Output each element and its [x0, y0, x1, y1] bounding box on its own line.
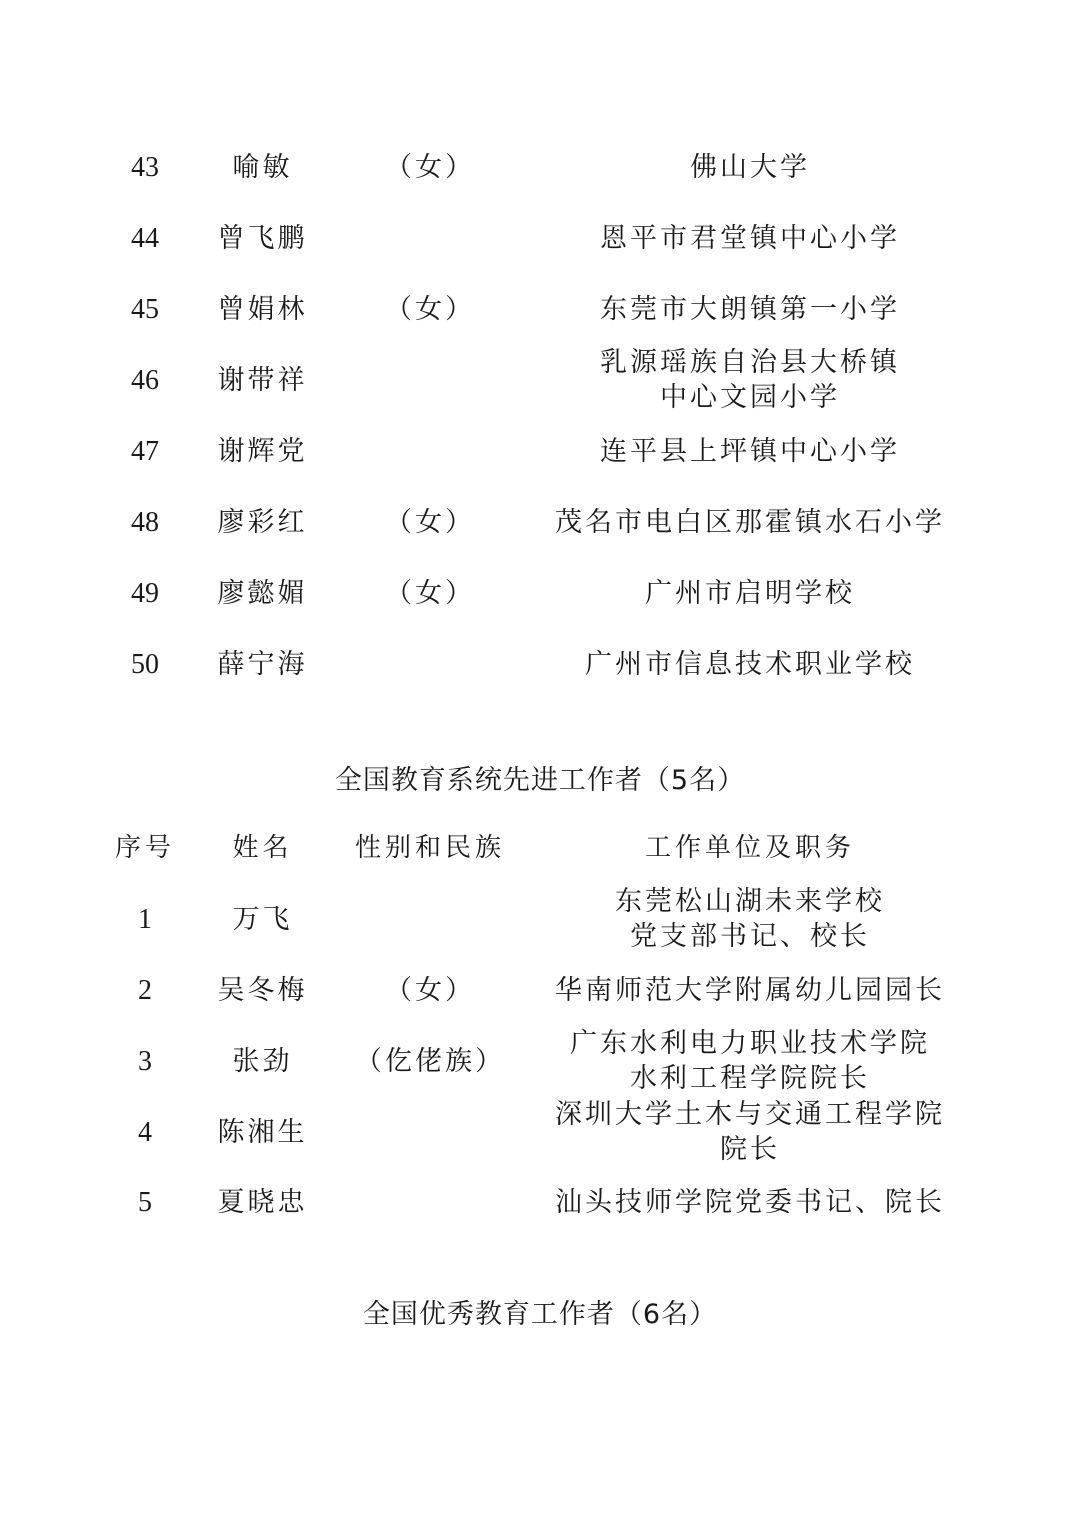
row-unit-line: 水利工程学院院长	[630, 1063, 870, 1094]
row-name: 曾娟林	[217, 293, 308, 325]
row-name: 廖懿媚	[217, 577, 308, 609]
row-number: 48	[131, 506, 159, 538]
row-gender	[350, 350, 510, 410]
row-number: 4	[138, 1116, 152, 1148]
row-number: 45	[131, 293, 159, 325]
row-unit	[540, 634, 960, 694]
row-unit-line: 乳源瑶族自治县大桥镇	[600, 347, 900, 378]
row-name: 谢带祥	[217, 364, 308, 396]
row-number: 3	[138, 1045, 152, 1077]
row-gender: （女）	[385, 974, 475, 1006]
row-name: 吴冬梅	[217, 974, 308, 1006]
row-unit	[540, 960, 960, 1020]
row-name: 张劲	[232, 1045, 293, 1077]
row-number: 44	[131, 222, 159, 254]
header-unit-label: 工作单位及职务	[644, 832, 855, 863]
table-row	[0, 1172, 1080, 1232]
row-unit	[540, 208, 960, 268]
row-name: 曾飞鹏	[217, 222, 308, 254]
row-unit-line: 佛山大学	[690, 151, 810, 183]
row-number: 1	[138, 903, 152, 935]
row-gender	[350, 634, 510, 694]
row-gender: （女）	[385, 293, 475, 325]
row-unit-line: 恩平市君堂镇中心小学	[600, 222, 900, 254]
row-unit	[540, 886, 960, 952]
row-name: 夏晓忠	[217, 1186, 308, 1218]
row-gender: （仡佬族）	[355, 1045, 505, 1077]
row-gender: （女）	[385, 506, 475, 538]
list-item	[0, 347, 1080, 413]
row-gender	[350, 889, 510, 949]
list-item	[0, 421, 1080, 481]
row-unit	[540, 421, 960, 481]
section-title: 全国教育系统先进工作者（5名）	[334, 765, 746, 796]
row-unit	[540, 563, 960, 623]
row-number: 46	[131, 364, 159, 396]
header-gender: 性别和民族	[354, 832, 505, 863]
list-item	[0, 279, 1080, 339]
row-unit-line: 华南师范大学附属幼儿园园长	[555, 974, 945, 1006]
row-unit-line: 党支部书记、校长	[630, 921, 870, 952]
list-item	[0, 634, 1080, 694]
row-gender: （女）	[385, 577, 475, 609]
row-gender: （女）	[385, 151, 475, 183]
header-unit	[540, 818, 960, 878]
list-item	[0, 137, 1080, 197]
row-gender	[350, 1102, 510, 1162]
row-name: 万飞	[232, 903, 293, 935]
row-unit-line: 东莞市大朗镇第一小学	[600, 293, 900, 325]
row-number: 47	[131, 435, 159, 467]
row-unit-line: 茂名市电白区那霍镇水石小学	[555, 506, 945, 538]
row-gender	[350, 421, 510, 481]
row-unit-line: 深圳大学土木与交通工程学院	[555, 1099, 945, 1130]
row-unit	[540, 1099, 960, 1165]
row-unit-line: 广州市信息技术职业学校	[585, 648, 915, 680]
row-gender	[350, 1172, 510, 1232]
row-name: 廖彩红	[217, 506, 308, 538]
row-number: 5	[138, 1186, 152, 1218]
header-name: 姓名	[232, 832, 293, 863]
row-unit-line: 院长	[720, 1134, 780, 1165]
row-unit-line: 汕头技师学院党委书记、院长	[555, 1186, 945, 1218]
list-item	[0, 208, 1080, 268]
table-row	[0, 1099, 1080, 1165]
list-item	[0, 563, 1080, 623]
row-number: 2	[138, 974, 152, 1006]
row-name: 陈湘生	[217, 1116, 308, 1148]
row-name: 薛宁海	[217, 648, 308, 680]
row-unit	[540, 492, 960, 552]
row-name: 谢辉党	[217, 435, 308, 467]
row-unit	[540, 1172, 960, 1232]
row-unit-line: 东莞松山湖未来学校	[615, 886, 885, 917]
row-gender	[350, 208, 510, 268]
row-unit-line: 连平县上坪镇中心小学	[600, 435, 900, 467]
row-unit	[540, 347, 960, 413]
row-number: 49	[131, 577, 159, 609]
section-title: 全国优秀教育工作者（6名）	[362, 1299, 718, 1330]
row-number: 43	[131, 151, 159, 183]
row-unit-line: 广东水利电力职业技术学院	[570, 1028, 930, 1059]
table-row	[0, 886, 1080, 952]
header-number: 序号	[114, 832, 175, 863]
row-unit	[540, 137, 960, 197]
row-unit-line: 广州市启明学校	[645, 577, 855, 609]
table-row	[0, 960, 1080, 1020]
row-name: 喻敏	[232, 151, 293, 183]
table-header	[0, 818, 1080, 878]
row-unit-line: 中心文园小学	[660, 382, 840, 413]
row-unit	[540, 279, 960, 339]
table-row	[0, 1028, 1080, 1094]
row-number: 50	[131, 648, 159, 680]
list-item	[0, 492, 1080, 552]
row-unit	[540, 1028, 960, 1094]
